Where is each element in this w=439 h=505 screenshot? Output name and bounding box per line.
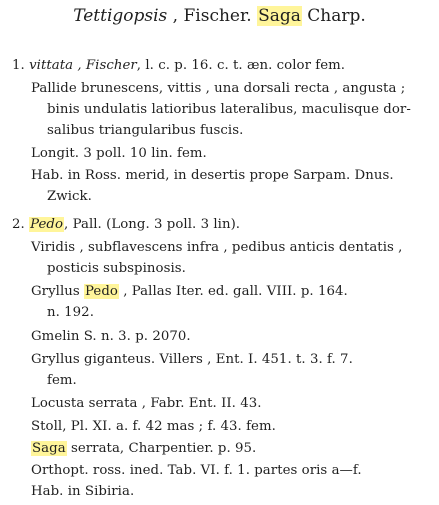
stoll-citation: Stoll, Pl. XI. a. f. 42 mas ; f. 43. fem. [31,419,276,434]
entry1-habitat-cont: Zwick. [47,189,92,204]
entry2-habitat: Hab. in Sibiria. [31,484,135,499]
giganteus-citation-cont: fem. [47,373,77,388]
gryllus-pedo-citation [31,284,348,300]
entry2-desc-line-2: posticis subspinosis. [47,261,186,276]
entry1-title [12,58,345,74]
entry2-title-rest: , Pall. (Long. 3 poll. 3 lin). [64,217,241,232]
page-heading [0,5,439,27]
gryllus-pedo-citation-cont: n. 192. [47,305,94,320]
entry1-citation: , l. c. p. 16. c. t. æn. color fem. [136,58,346,73]
saga-rest: serrata, Charpentier. p. 95. [66,441,257,456]
highlight-pedo-citation: Pedo [85,284,118,299]
entry2-desc-line-1: Viridis , subflavescens infra , pedibus anticis dentatis , [31,240,403,255]
highlight-saga-citation: Saga [32,441,66,456]
orthopt-citation: Orthopt. ross. ined. Tab. VI. f. 1. partes oris a—f. [31,463,362,478]
giganteus-citation: Gryllus giganteus. Villers , Ent. I. 451. t. 3. f. 7. [31,352,353,367]
entry1-number: 1. [12,58,30,73]
gmelin-citation: Gmelin S. n. 3. p. 2070. [31,329,191,344]
highlight-pedo-title: Pedo [30,217,64,232]
heading-charp: Charp. [301,6,366,26]
highlight-saga-heading: Saga [258,6,301,26]
saga-serrata-citation [31,441,256,457]
gryllus-post: , Pallas Iter. ed. gall. VIII. p. 164. [118,284,348,299]
entry1-desc-line-1: Pallide brunescens, vittis , una dorsali recta , angusta ; [31,81,406,96]
entry1-author: , Fischer [73,58,137,73]
locusta-citation: Locusta serrata , Fabr. Ent. II. 43. [31,396,262,411]
gryllus-pre: Gryllus [31,284,85,299]
entry1-habitat: Hab. in Ross. merid, in desertis prope Sarpam. Dnus. [31,168,394,183]
heading-author: Fischer. [183,6,252,26]
entry1-desc-line-2: binis undulatis latioribus lateralibus, maculisque dor- [47,102,411,117]
heading-comma: , [167,6,184,26]
entry1-species-name: vittata [29,58,74,73]
entry2-number: 2. [12,217,30,232]
genus-name: Tettigopsis [73,6,168,26]
entry1-length: Longit. 3 poll. 10 lin. fem. [31,146,207,161]
entry1-desc-line-3: salibus triangularibus fuscis. [47,123,244,138]
entry2-title [12,217,240,233]
